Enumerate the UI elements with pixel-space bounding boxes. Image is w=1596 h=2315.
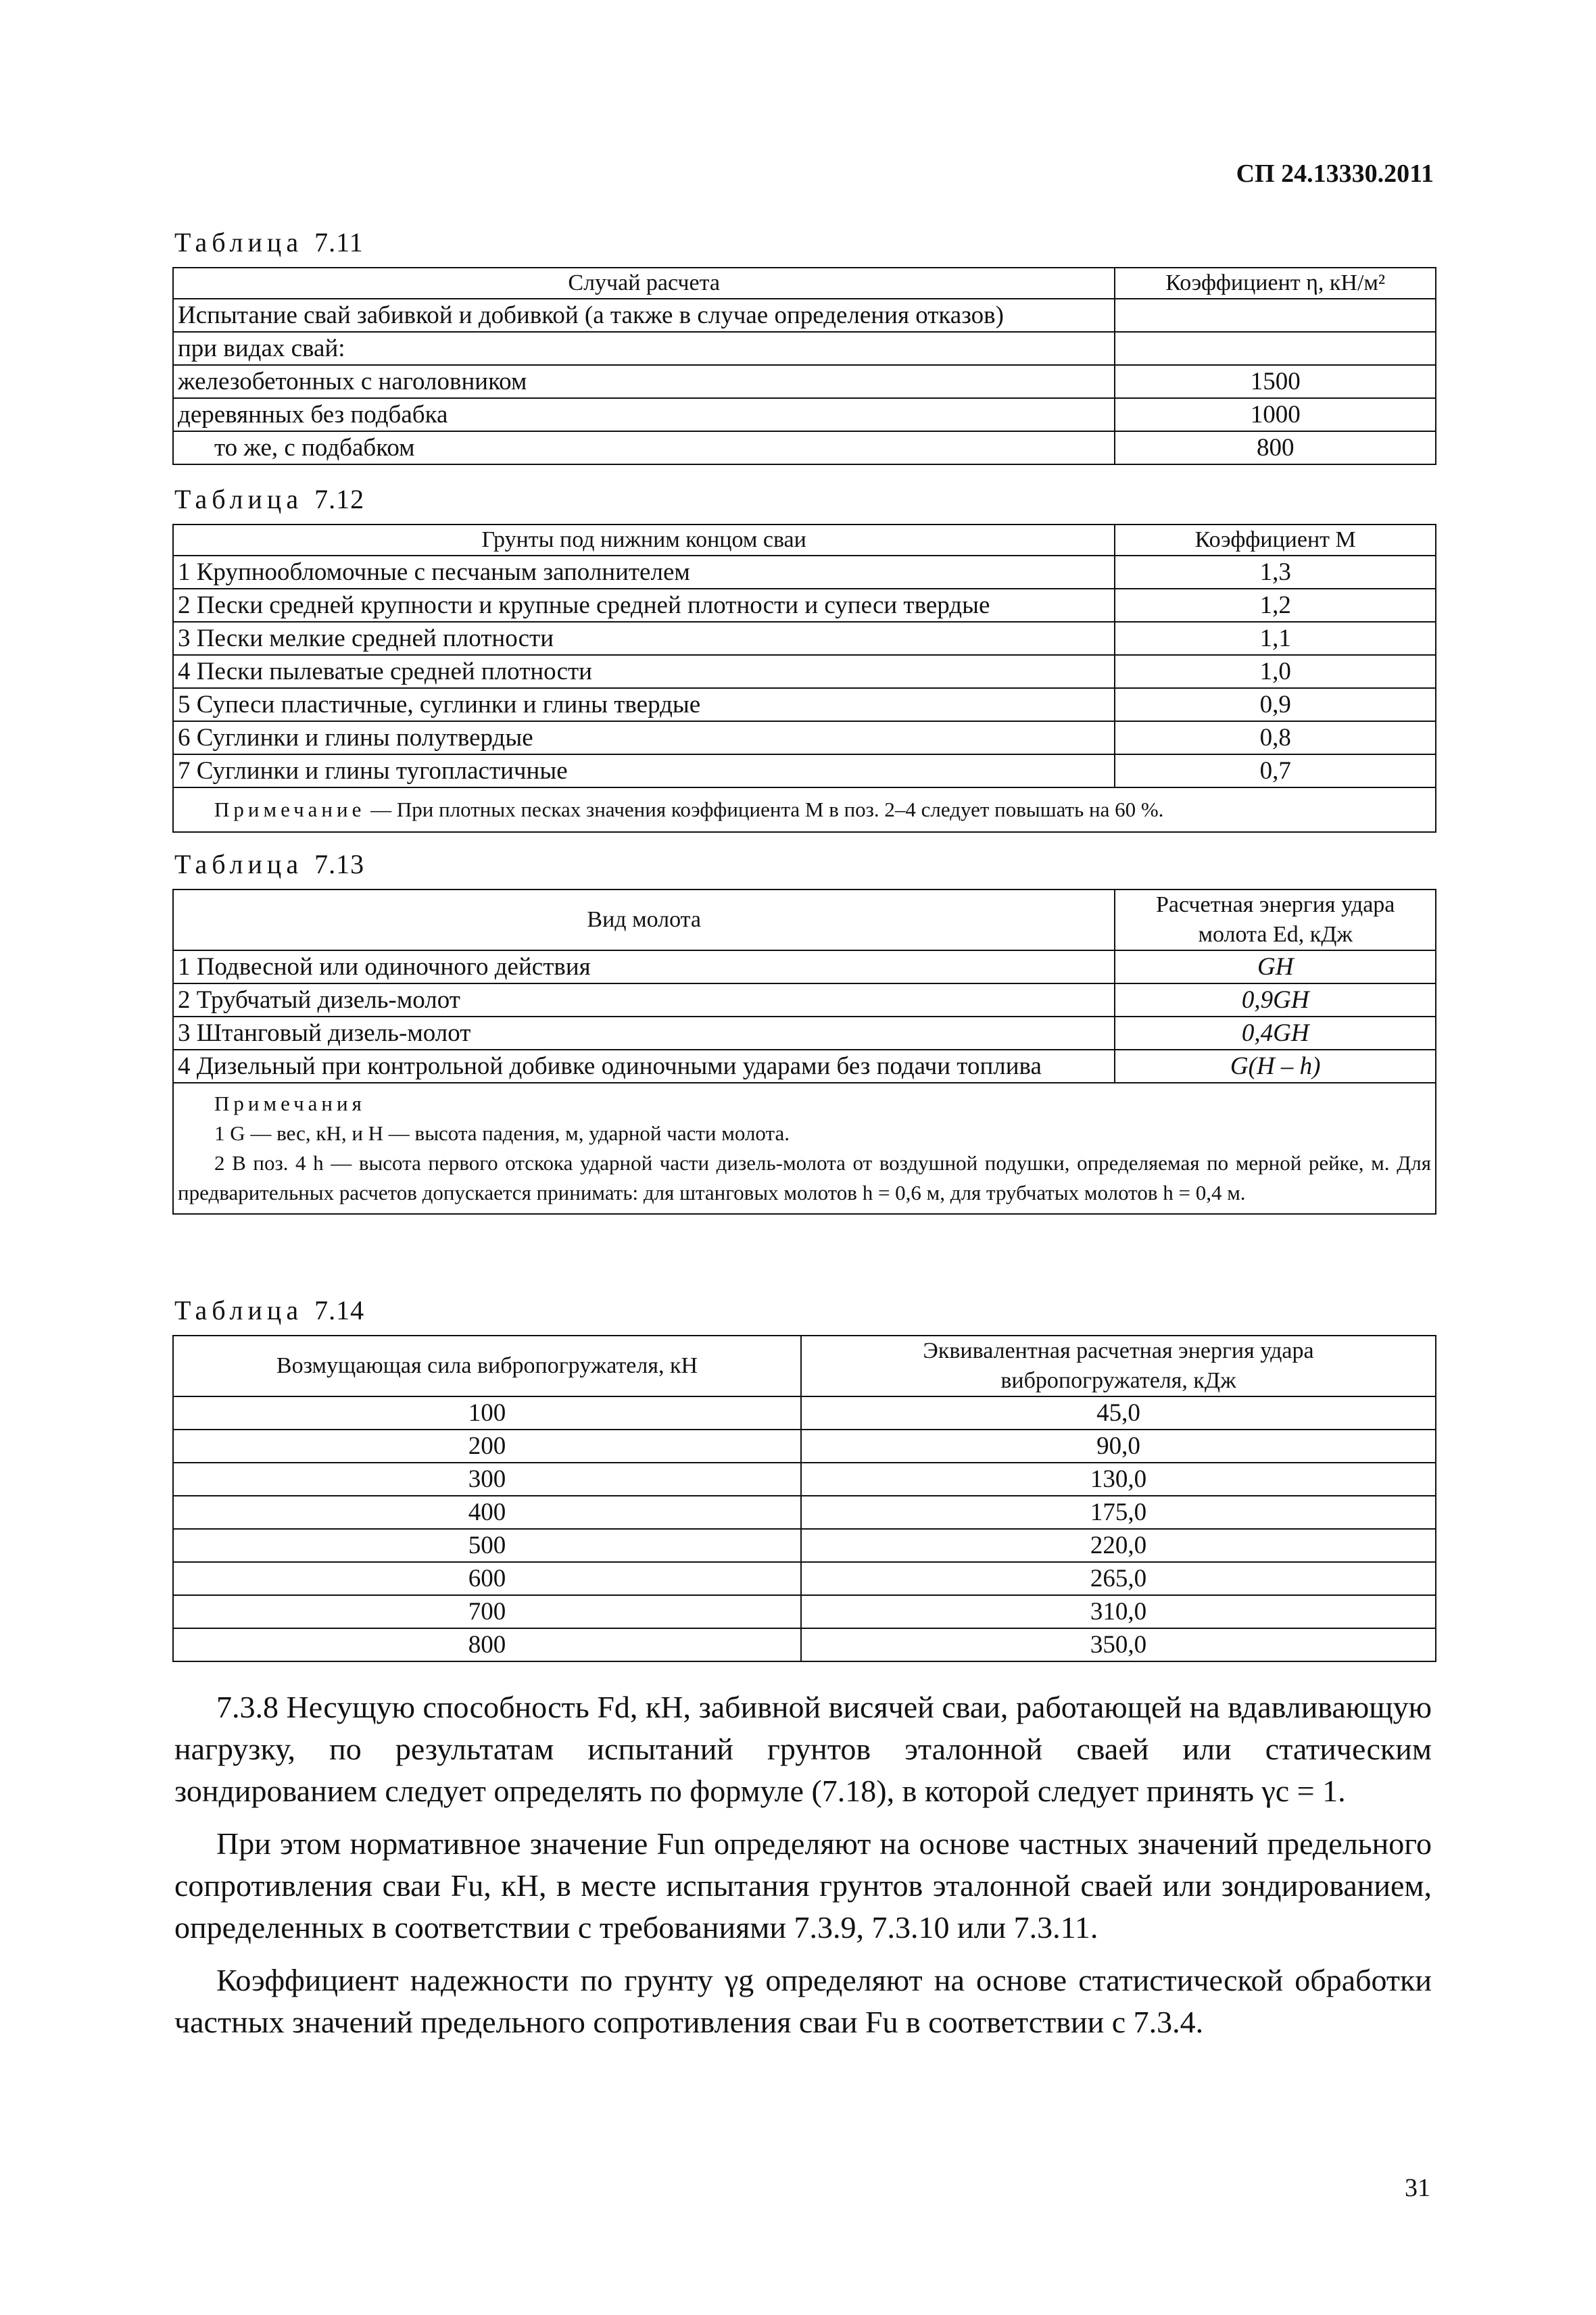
table-cell: 0,9 bbox=[1115, 688, 1436, 721]
table-notes bbox=[173, 1083, 1436, 1214]
table-cell: 3 Пески мелкие средней плотности bbox=[173, 622, 1115, 655]
table-cell: 100 bbox=[173, 1396, 801, 1430]
table-header bbox=[801, 1336, 1436, 1396]
table-cell: деревянных без подбабка bbox=[173, 398, 1115, 431]
table-cell: 1 Крупнообломочные с песчаным заполнителем bbox=[173, 556, 1115, 589]
table-cell: 2 Трубчатый дизель-молот bbox=[173, 983, 1115, 1017]
table-cell: 45,0 bbox=[801, 1396, 1436, 1430]
table-cell: 90,0 bbox=[801, 1430, 1436, 1463]
table-cell bbox=[1115, 983, 1436, 1017]
table-note bbox=[173, 787, 1436, 832]
formula: GH bbox=[1257, 953, 1294, 981]
table-7-14 bbox=[172, 1335, 1436, 1662]
table-7-11-caption bbox=[174, 226, 364, 258]
table-7-13 bbox=[172, 889, 1436, 1215]
table-cell: 600 bbox=[173, 1562, 801, 1595]
table-7-12 bbox=[172, 524, 1436, 833]
notes-label: Примечания bbox=[214, 1092, 366, 1115]
table-cell bbox=[1115, 1050, 1436, 1083]
table-cell: 220,0 bbox=[801, 1529, 1436, 1562]
table-cell: 2 Пески средней крупности и крупные средней плотности и супеси твердые bbox=[173, 589, 1115, 622]
table-cell: 0,7 bbox=[1115, 754, 1436, 787]
table-7-11 bbox=[172, 267, 1436, 465]
table-header bbox=[1115, 525, 1436, 556]
table-cell: 1,2 bbox=[1115, 589, 1436, 622]
table-cell: 500 bbox=[173, 1529, 801, 1562]
paragraph: Коэффициент надежности по грунту γg определяют на основе статистической обработки частных значений предельного сопротивления сваи Fu в соответствии с 7.3.4. bbox=[174, 1963, 1432, 2039]
note-label: Примечание bbox=[214, 798, 366, 821]
table-cell: 6 Суглинки и глины полутвердые bbox=[173, 721, 1115, 754]
table-cell: 130,0 bbox=[801, 1463, 1436, 1496]
header-label: Коэффициент M bbox=[1194, 527, 1356, 552]
table-cell: 265,0 bbox=[801, 1562, 1436, 1595]
table-header: Коэффициент η, кН/м² bbox=[1115, 268, 1436, 299]
table-cell bbox=[1115, 950, 1436, 983]
note-item: 2 В поз. 4 h — высота первого отскока ударной части дизель-молота от воздушной подушки, определяемая по мерной рейке, м. Для предварительных расчетов допускается принимать: для штанговых молотов h = 0,6 м, для трубчатых молотов h = 0,4 м. bbox=[178, 1151, 1431, 1204]
table-header: Возмущающая сила вибропогружателя, кН bbox=[173, 1336, 801, 1396]
formula: G(H – h) bbox=[1230, 1052, 1321, 1080]
table-cell: 1,3 bbox=[1115, 556, 1436, 589]
caption-word: Таблица bbox=[174, 1295, 304, 1325]
table-cell: при видах свай: bbox=[173, 332, 1115, 365]
table-cell: 1500 bbox=[1115, 365, 1436, 398]
table-7-14-caption bbox=[174, 1294, 364, 1326]
header-line: вибропогружателя, кДж bbox=[1000, 1368, 1236, 1393]
caption-word: Таблица bbox=[174, 849, 304, 879]
header-line: молота Ed, кДж bbox=[1198, 922, 1353, 947]
table-cell: 700 bbox=[173, 1595, 801, 1628]
table-cell: железобетонных с наголовником bbox=[173, 365, 1115, 398]
table-header: Случай расчета bbox=[173, 268, 1115, 299]
table-header: Вид молота bbox=[173, 890, 1115, 950]
table-cell: 4 Пески пылеватые средней плотности bbox=[173, 655, 1115, 688]
caption-number: 7.14 bbox=[314, 1295, 365, 1325]
table-cell: 4 Дизельный при контрольной добивке одиночными ударами без подачи топлива bbox=[173, 1050, 1115, 1083]
caption-number: 7.12 bbox=[314, 484, 365, 514]
table-cell bbox=[1115, 332, 1436, 365]
caption-word: Таблица bbox=[174, 484, 304, 514]
page-number: 31 bbox=[1405, 2174, 1430, 2202]
header-line: Эквивалентная расчетная энергия удара bbox=[923, 1338, 1314, 1363]
table-cell: 7 Суглинки и глины тугопластичные bbox=[173, 754, 1115, 787]
table-cell: 350,0 bbox=[801, 1628, 1436, 1661]
formula: 0,4GH bbox=[1241, 1019, 1309, 1047]
table-cell: 5 Супеси пластичные, суглинки и глины твердые bbox=[173, 688, 1115, 721]
table-cell: 1 Подвесной или одиночного действия bbox=[173, 950, 1115, 983]
note-text: — При плотных песках значения коэффициента M в поз. 2–4 следует повышать на 60 %. bbox=[370, 798, 1164, 821]
table-cell: Испытание свай забивкой и добивкой (а также в случае определения отказов) bbox=[173, 299, 1115, 332]
caption-number: 7.13 bbox=[314, 849, 365, 879]
table-cell bbox=[1115, 1017, 1436, 1050]
table-7-13-caption bbox=[174, 848, 364, 880]
formula: 0,9GH bbox=[1241, 986, 1309, 1014]
caption-number: 7.11 bbox=[314, 227, 364, 258]
table-header bbox=[1115, 890, 1436, 950]
table-header: Грунты под нижним концом сваи bbox=[173, 525, 1115, 556]
table-cell: 200 bbox=[173, 1430, 801, 1463]
table-cell: 1,1 bbox=[1115, 622, 1436, 655]
header-line: Расчетная энергия удара bbox=[1156, 892, 1395, 917]
table-cell: 400 bbox=[173, 1496, 801, 1529]
body-text bbox=[174, 1686, 1432, 2054]
paragraph-7-3-8: 7.3.8 Несущую способность Fd, кН, забивной висячей сваи, работающей на вдавливающую нагрузку, по результатам испытаний грунтов эталонной сваей или статическим зондированием следует определять по формуле (7.18), в которой следует принять γc = 1. bbox=[174, 1690, 1432, 1808]
table-cell: 300 bbox=[173, 1463, 801, 1496]
caption-word: Таблица bbox=[174, 227, 304, 258]
table-cell: 175,0 bbox=[801, 1496, 1436, 1529]
table-cell: 310,0 bbox=[801, 1595, 1436, 1628]
table-cell: 800 bbox=[1115, 431, 1436, 464]
table-cell bbox=[1115, 299, 1436, 332]
note-item: 1 G — вес, кН, и H — высота падения, м, ударной части молота. bbox=[214, 1121, 790, 1145]
document-code: СП 24.13330.2011 bbox=[1236, 160, 1434, 188]
paragraph: При этом нормативное значение Fun определяют на основе частных значений предельного сопротивления сваи Fu, кН, в месте испытания грунтов эталонной сваей или зондированием, определенных в соответствии с требованиями 7.3.9, 7.3.10 или 7.3.11. bbox=[174, 1826, 1432, 1945]
table-7-12-caption bbox=[174, 483, 364, 515]
table-cell: 1000 bbox=[1115, 398, 1436, 431]
table-cell: то же, с подбабком bbox=[173, 431, 1115, 464]
table-cell: 3 Штанговый дизель-молот bbox=[173, 1017, 1115, 1050]
table-cell: 800 bbox=[173, 1628, 801, 1661]
table-cell: 0,8 bbox=[1115, 721, 1436, 754]
table-cell: 1,0 bbox=[1115, 655, 1436, 688]
